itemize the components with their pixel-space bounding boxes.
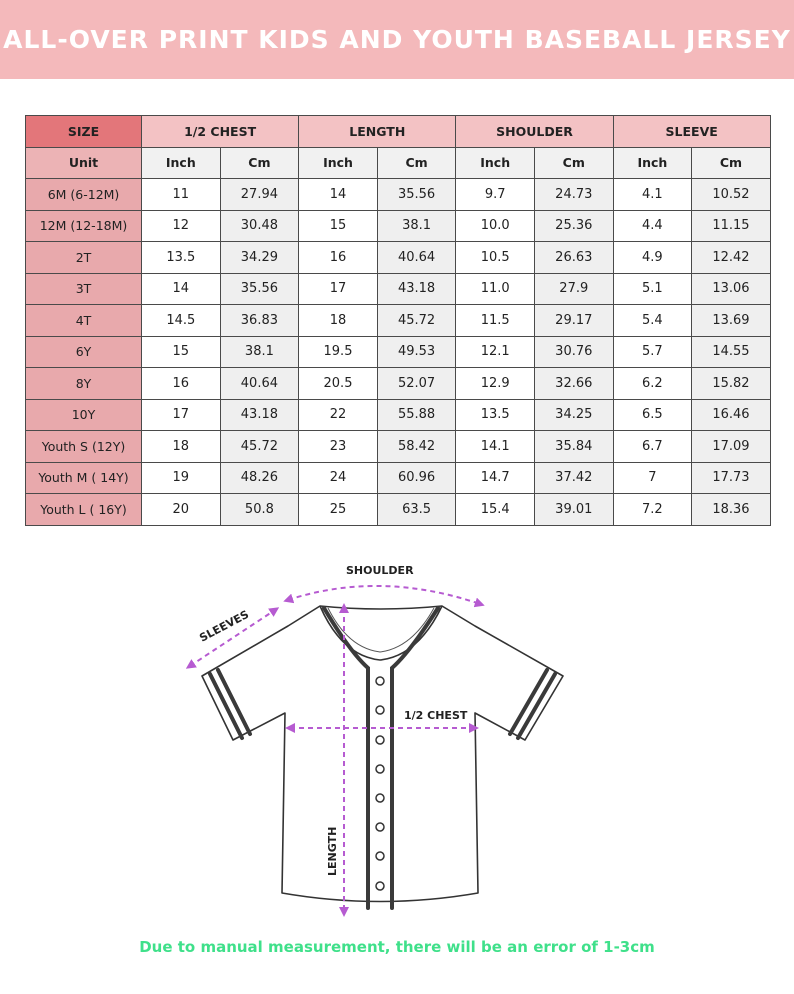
value-cell: 9.7 (456, 179, 535, 211)
jersey-illustration (170, 548, 610, 928)
value-cell: 16 (142, 368, 221, 400)
size-label: 10Y (26, 399, 142, 431)
value-cell: 20 (142, 494, 221, 526)
value-cell: 32.66 (534, 368, 613, 400)
value-cell: 15 (299, 210, 378, 242)
chest-label: 1/2 CHEST (404, 709, 468, 722)
table-row (26, 305, 771, 337)
value-cell: 19 (142, 462, 221, 494)
value-cell: 20.5 (299, 368, 378, 400)
value-cell: 24.73 (534, 179, 613, 211)
value-cell: 10.52 (692, 179, 771, 211)
value-cell: 27.94 (220, 179, 299, 211)
value-cell: 12.42 (692, 242, 771, 274)
value-cell: 15.82 (692, 368, 771, 400)
value-cell: 12.1 (456, 336, 535, 368)
value-cell: 25 (299, 494, 378, 526)
value-cell: 11.5 (456, 305, 535, 337)
value-cell: 10.0 (456, 210, 535, 242)
value-cell: 16 (299, 242, 378, 274)
table-row (26, 494, 771, 526)
table-row (26, 431, 771, 463)
value-cell: 18 (142, 431, 221, 463)
value-cell: 37.42 (534, 462, 613, 494)
value-cell: 43.18 (220, 399, 299, 431)
value-cell: 35.56 (377, 179, 456, 211)
value-cell: 50.8 (220, 494, 299, 526)
unit-cell: Inch (613, 147, 692, 179)
shoulder-label: SHOULDER (346, 564, 414, 577)
value-cell: 36.83 (220, 305, 299, 337)
value-cell: 45.72 (377, 305, 456, 337)
size-label: 4T (26, 305, 142, 337)
size-label: Youth L ( 16Y) (26, 494, 142, 526)
table-row (26, 179, 771, 211)
value-cell: 4.1 (613, 179, 692, 211)
unit-cell: Cm (377, 147, 456, 179)
value-cell: 7.2 (613, 494, 692, 526)
size-label: 6M (6-12M) (26, 179, 142, 211)
value-cell: 30.48 (220, 210, 299, 242)
value-cell: 52.07 (377, 368, 456, 400)
table-row (26, 462, 771, 494)
value-cell: 35.84 (534, 431, 613, 463)
size-label: Youth S (12Y) (26, 431, 142, 463)
value-cell: 63.5 (377, 494, 456, 526)
value-cell: 40.64 (220, 368, 299, 400)
value-cell: 38.1 (220, 336, 299, 368)
value-cell: 17.73 (692, 462, 771, 494)
value-cell: 24 (299, 462, 378, 494)
value-cell: 14.55 (692, 336, 771, 368)
value-cell: 12 (142, 210, 221, 242)
value-cell: 39.01 (534, 494, 613, 526)
unit-label: Unit (26, 147, 142, 179)
value-cell: 26.63 (534, 242, 613, 274)
table-row (26, 242, 771, 274)
table-row (26, 399, 771, 431)
value-cell: 22 (299, 399, 378, 431)
value-cell: 11.15 (692, 210, 771, 242)
value-cell: 23 (299, 431, 378, 463)
table-row (26, 210, 771, 242)
value-cell: 18 (299, 305, 378, 337)
value-cell: 45.72 (220, 431, 299, 463)
value-cell: 5.7 (613, 336, 692, 368)
value-cell: 14 (299, 179, 378, 211)
table-row (26, 273, 771, 305)
value-cell: 40.64 (377, 242, 456, 274)
value-cell: 5.4 (613, 305, 692, 337)
size-label: 8Y (26, 368, 142, 400)
unit-cell: Cm (692, 147, 771, 179)
value-cell: 38.1 (377, 210, 456, 242)
value-cell: 7 (613, 462, 692, 494)
value-cell: 13.69 (692, 305, 771, 337)
value-cell: 17.09 (692, 431, 771, 463)
unit-cell: Inch (142, 147, 221, 179)
value-cell: 13.5 (456, 399, 535, 431)
value-cell: 60.96 (377, 462, 456, 494)
page-title: ALL-OVER PRINT KIDS AND YOUTH BASEBALL JERSEY (3, 25, 791, 54)
measurement-note: Due to manual measurement, there will be an error of 1-3cm (139, 938, 655, 956)
unit-cell: Cm (534, 147, 613, 179)
title-banner (0, 0, 794, 79)
table-row (26, 336, 771, 368)
value-cell: 13.5 (142, 242, 221, 274)
value-cell: 14 (142, 273, 221, 305)
value-cell: 14.7 (456, 462, 535, 494)
value-cell: 27.9 (534, 273, 613, 305)
unit-cell: Inch (456, 147, 535, 179)
shoulder-header: SHOULDER (456, 116, 613, 148)
size-header: SIZE (26, 116, 142, 148)
value-cell: 16.46 (692, 399, 771, 431)
value-cell: 5.1 (613, 273, 692, 305)
value-cell: 49.53 (377, 336, 456, 368)
table-row (26, 368, 771, 400)
header-row (26, 116, 771, 148)
value-cell: 15 (142, 336, 221, 368)
value-cell: 14.1 (456, 431, 535, 463)
value-cell: 4.4 (613, 210, 692, 242)
size-label: 12M (12-18M) (26, 210, 142, 242)
value-cell: 13.06 (692, 273, 771, 305)
chest-header: 1/2 CHEST (142, 116, 299, 148)
value-cell: 11.0 (456, 273, 535, 305)
unit-cell: Cm (220, 147, 299, 179)
length-label: LENGTH (326, 826, 339, 876)
value-cell: 34.25 (534, 399, 613, 431)
value-cell: 12.9 (456, 368, 535, 400)
unit-cell: Inch (299, 147, 378, 179)
value-cell: 30.76 (534, 336, 613, 368)
value-cell: 17 (299, 273, 378, 305)
size-chart-table (25, 115, 771, 526)
sleeve-header: SLEEVE (613, 116, 770, 148)
value-cell: 17 (142, 399, 221, 431)
sleeves-label: SLEEVES (197, 607, 252, 645)
value-cell: 19.5 (299, 336, 378, 368)
value-cell: 4.9 (613, 242, 692, 274)
value-cell: 48.26 (220, 462, 299, 494)
jersey-diagram (170, 548, 610, 928)
value-cell: 11 (142, 179, 221, 211)
size-label: 2T (26, 242, 142, 274)
size-label: 3T (26, 273, 142, 305)
value-cell: 35.56 (220, 273, 299, 305)
unit-row (26, 147, 771, 179)
size-label: Youth M ( 14Y) (26, 462, 142, 494)
value-cell: 6.7 (613, 431, 692, 463)
value-cell: 55.88 (377, 399, 456, 431)
size-label: 6Y (26, 336, 142, 368)
value-cell: 43.18 (377, 273, 456, 305)
value-cell: 34.29 (220, 242, 299, 274)
length-header: LENGTH (299, 116, 456, 148)
value-cell: 15.4 (456, 494, 535, 526)
value-cell: 58.42 (377, 431, 456, 463)
shoulder-measure-line (288, 586, 480, 604)
value-cell: 25.36 (534, 210, 613, 242)
value-cell: 6.5 (613, 399, 692, 431)
value-cell: 14.5 (142, 305, 221, 337)
value-cell: 18.36 (692, 494, 771, 526)
value-cell: 10.5 (456, 242, 535, 274)
value-cell: 29.17 (534, 305, 613, 337)
value-cell: 6.2 (613, 368, 692, 400)
